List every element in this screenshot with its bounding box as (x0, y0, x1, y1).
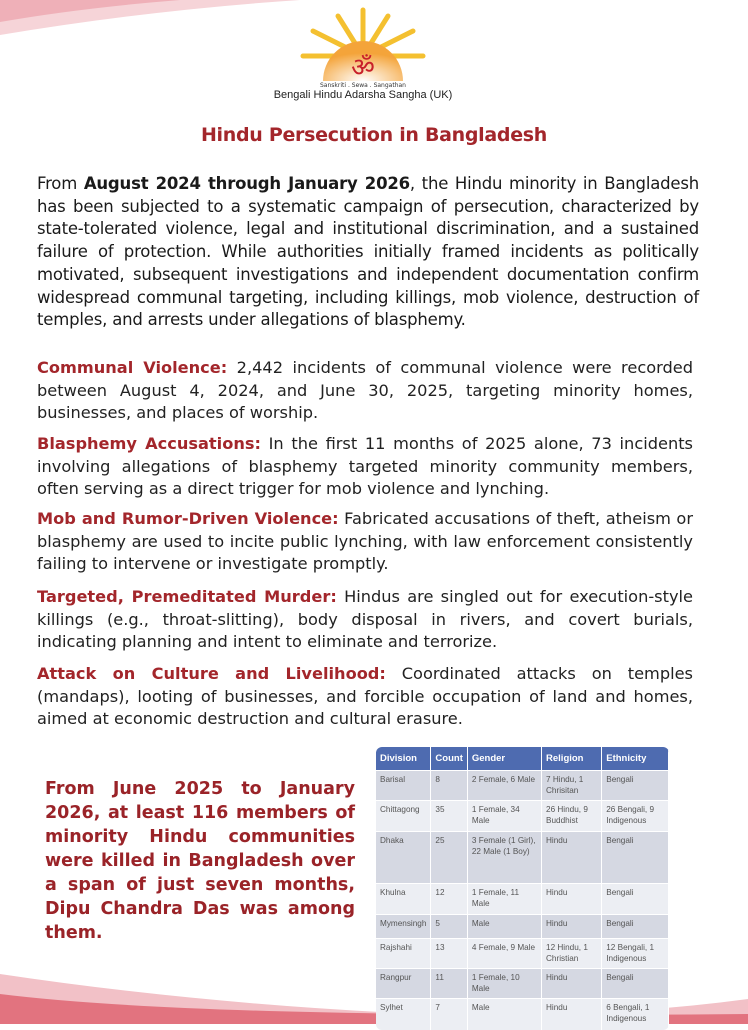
table-row (376, 968, 669, 998)
table-cell: Barisal (376, 770, 431, 800)
table-cell: 4 Female, 9 Male (468, 938, 542, 968)
table-cell: Hindu (542, 883, 602, 914)
victims-by-division-table (376, 747, 669, 1030)
table-cell: 12 Bengali, 1 Indigenous (602, 938, 669, 968)
table-cell: Bengali (602, 968, 669, 998)
table-cell: Bengali (602, 883, 669, 914)
column-header: Division (376, 747, 431, 770)
table-cell: 1 Female, 34 Male (468, 800, 542, 831)
table-row (376, 770, 669, 800)
table-cell: Khulna (376, 883, 431, 914)
table-cell: 2 Female, 6 Male (468, 770, 542, 800)
sun-om-logo-icon (298, 6, 428, 86)
table-cell: 5 (431, 914, 467, 938)
section-culture-livelihood: Attack on Culture and Livelihood: Coordinated attacks on temples (mandaps), looting of businesses, and forcible occupation of land and homes, aimed at economic destruction and cultural erasure. (37, 664, 693, 728)
table-cell: Male (468, 914, 542, 938)
table-cell: 12 Hindu, 1 Christian (542, 938, 602, 968)
table-cell: Hindu (542, 831, 602, 883)
table-cell: Hindu (542, 998, 602, 1030)
column-header: Ethnicity (602, 747, 669, 770)
table-row (376, 998, 669, 1030)
table-cell: Mymensingh (376, 914, 431, 938)
table-row (376, 831, 669, 883)
table-cell: Bengali (602, 770, 669, 800)
table-cell: 1 Female, 10 Male (468, 968, 542, 998)
logo (268, 6, 458, 111)
column-header: Religion (542, 747, 602, 770)
table-cell: 11 (431, 968, 467, 998)
section-targeted-murder: Targeted, Premeditated Murder: Hindus are singled out for execution-style killings (e.g., throat-slitting), body disposal in rivers, and covert burials, indicating planning and intent to eliminate and terrorize. (37, 587, 693, 651)
table-row (376, 938, 669, 968)
column-header: Count (431, 747, 467, 770)
table-cell: Rajshahi (376, 938, 431, 968)
table-cell: Hindu (542, 914, 602, 938)
table-cell: Rangpur (376, 968, 431, 998)
organization-name: Bengali Hindu Adarsha Sangha (UK) (273, 89, 453, 101)
table-cell: Dhaka (376, 831, 431, 883)
table-cell: 26 Bengali, 9 Indigenous (602, 800, 669, 831)
logo-tagline: Sanskriti . Sewa . Sangathan (320, 82, 406, 89)
table-cell: 6 Bengali, 1 Indigenous (602, 998, 669, 1030)
table-cell: Chittagong (376, 800, 431, 831)
svg-text:ॐ: ॐ (351, 53, 375, 83)
table-cell: 8 (431, 770, 467, 800)
section-mob-violence: Mob and Rumor-Driven Violence: Fabricated accusations of theft, atheism or blasphemy are used to incite public lynching, with law enforcement consistently failing to intervene or investigate promptly. (37, 509, 693, 573)
table-cell: Hindu (542, 968, 602, 998)
table-cell: Bengali (602, 831, 669, 883)
table-cell: 7 Hindu, 1 Chrisitan (542, 770, 602, 800)
table-row (376, 883, 669, 914)
page-title: Hindu Persecution in Bangladesh (200, 124, 548, 146)
column-header: Gender (468, 747, 542, 770)
table-cell: 3 Female (1 Girl), 22 Male (1 Boy) (468, 831, 542, 883)
table-row (376, 914, 669, 938)
section-blasphemy-accusations: Blasphemy Accusations: In the first 11 months of 2025 alone, 73 incidents involving allegations of blasphemy targeted minority community members, often serving as a direct trigger for mob violence and lynching. (37, 434, 693, 498)
section-communal-violence: Communal Violence: 2,442 incidents of communal violence were recorded between August 4, 2024, and June 30, 2025, targeting minority homes, businesses, and places of worship. (37, 358, 694, 422)
table-cell: 12 (431, 883, 467, 914)
table-cell: 26 Hindu, 9 Buddhist (542, 800, 602, 831)
intro-paragraph: From August 2024 through January 2026, the Hindu minority in Bangladesh has been subjected to a systematic campaign of persecution, characterized by state-tolerated violence, legal and institutional discrimination, and a sustained failure of protection. While authorities initially framed incidents as politically motivated, subsequent investigations and independent documentation confirm widespread communal targeting, including killings, mob violence, destruction of temples, and arrests under allegations of blasphemy. (37, 174, 700, 330)
table-cell: Bengali (602, 914, 669, 938)
table-cell: 35 (431, 800, 467, 831)
table-cell: 25 (431, 831, 467, 883)
table-cell: 7 (431, 998, 467, 1030)
table-cell: 1 Female, 11 Male (468, 883, 542, 914)
table-cell: Sylhet (376, 998, 431, 1030)
killings-callout: From June 2025 to January 2026, at least 116 members of minority Hindu communities were killed in Bangladesh over a span of just seven months, Dipu Chandra Das was among them. (45, 779, 355, 943)
table-row (376, 800, 669, 831)
table-cell: 13 (431, 938, 467, 968)
table-cell: Male (468, 998, 542, 1030)
